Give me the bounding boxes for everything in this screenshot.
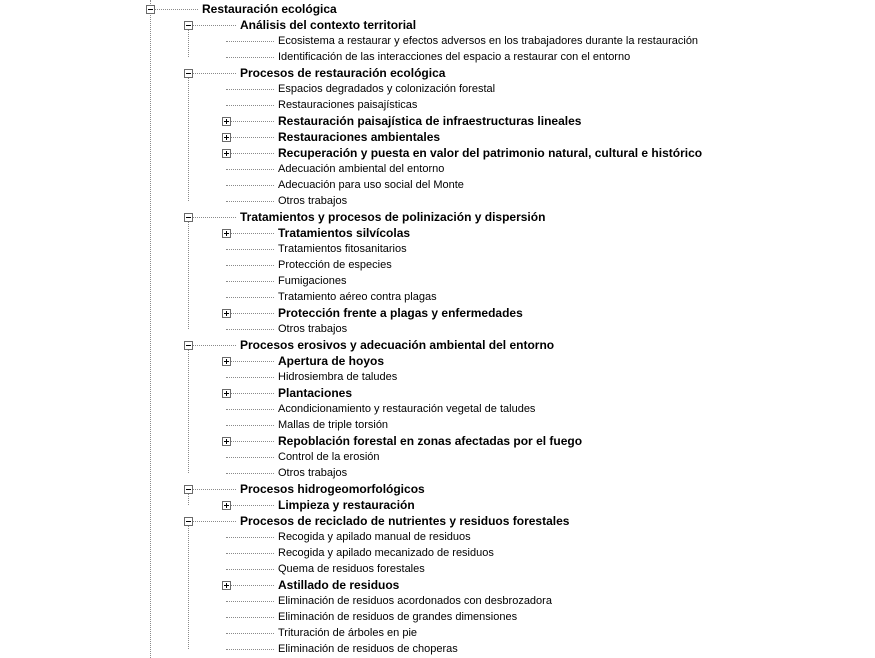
plus-bar xyxy=(226,119,227,124)
connector-line xyxy=(155,9,198,10)
tree-leaf-node[interactable] xyxy=(0,529,875,545)
connector-line xyxy=(231,137,274,138)
tree-item-label-recogida-y-apilado-manual-de-residuos[interactable]: Recogida y apilado manual de residuos xyxy=(278,531,471,543)
tree-item-label-apertura-de-hoyos[interactable]: Apertura de hoyos xyxy=(278,354,385,368)
tree-leaf-node[interactable] xyxy=(0,145,875,161)
tree-leaf-node[interactable] xyxy=(0,161,875,177)
collapse-toggle-icon[interactable] xyxy=(184,213,193,222)
tree-leaf-node[interactable] xyxy=(0,417,875,433)
tree-leaf-node[interactable] xyxy=(0,305,875,321)
connector-line xyxy=(226,473,274,474)
tree-item-label-plantaciones[interactable]: Plantaciones xyxy=(278,386,353,400)
connector-line xyxy=(231,233,274,234)
connector-line xyxy=(231,313,274,314)
tree-leaf-node[interactable] xyxy=(0,625,875,641)
tree-item-label-restauracion-ecologica[interactable]: Restauración ecológica xyxy=(202,2,337,16)
expand-toggle-icon[interactable] xyxy=(222,501,231,510)
connector-line xyxy=(193,345,236,346)
tree-leaf-node[interactable] xyxy=(0,465,875,481)
plus-bar xyxy=(226,391,227,396)
tree-leaf-node[interactable] xyxy=(0,641,875,657)
tree-leaf-node[interactable] xyxy=(0,561,875,577)
plus-bar xyxy=(226,231,227,236)
expand-toggle-icon[interactable] xyxy=(222,229,231,238)
tree-item-label-adecuacion-para-uso-social-del-monte[interactable]: Adecuación para uso social del Monte xyxy=(278,179,464,191)
tree-item-label-restauraciones-ambientales[interactable]: Restauraciones ambientales xyxy=(278,130,441,144)
tree-item-label-procesos-hidrogeomorfologicos[interactable]: Procesos hidrogeomorfológicos xyxy=(240,482,425,496)
connector-line xyxy=(231,153,274,154)
tree-leaf-node[interactable] xyxy=(0,33,875,49)
tree-leaf-node[interactable] xyxy=(0,433,875,449)
tree-item-label-proteccion-de-especies[interactable]: Protección de especies xyxy=(278,259,392,271)
plus-bar xyxy=(226,311,227,316)
tree-leaf-node[interactable] xyxy=(0,369,875,385)
connector-line xyxy=(226,89,274,90)
tree-item-label-otros-trabajos[interactable]: Otros trabajos xyxy=(278,195,348,207)
tree-leaf-node[interactable] xyxy=(0,225,875,241)
connector-line xyxy=(226,185,274,186)
connector-line xyxy=(193,73,236,74)
minus-bar xyxy=(186,521,191,522)
expand-toggle-icon[interactable] xyxy=(222,581,231,590)
connector-line xyxy=(193,521,236,522)
tree-leaf-node[interactable] xyxy=(0,97,875,113)
connector-line xyxy=(226,249,274,250)
expand-toggle-icon[interactable] xyxy=(222,309,231,318)
tree-item-label-espacios-degradados-y-colonizacion-fores[interactable]: Espacios degradados y colonización forestal xyxy=(278,83,496,95)
tree-item-label-tratamiento-aereo-contra-plagas[interactable]: Tratamiento aéreo contra plagas xyxy=(278,291,437,303)
tree-item-label-restauracion-paisajistica-de-infraestruc[interactable]: Restauración paisajística de infraestructuras lineales xyxy=(278,114,582,128)
connector-line xyxy=(226,297,274,298)
connector-line xyxy=(231,361,274,362)
tree-item-label-procesos-erosivos-y-adecuacion-ambiental[interactable]: Procesos erosivos y adecuación ambiental del entorno xyxy=(240,338,555,352)
tree-leaf-node[interactable] xyxy=(0,129,875,145)
connector-line xyxy=(193,25,236,26)
collapse-toggle-icon[interactable] xyxy=(184,485,193,494)
tree-item-label-tratamientos-fitosanitarios[interactable]: Tratamientos fitosanitarios xyxy=(278,243,407,255)
tree-leaf-node[interactable] xyxy=(0,289,875,305)
tree-leaf-node[interactable] xyxy=(0,81,875,97)
tree-group-node[interactable] xyxy=(0,513,875,529)
tree-item-label-tratamientos-silvicolas[interactable]: Tratamientos silvícolas xyxy=(278,226,411,240)
plus-bar xyxy=(226,439,227,444)
expand-toggle-icon[interactable] xyxy=(222,389,231,398)
tree-group-node[interactable] xyxy=(0,17,875,33)
tree-item-label-fumigaciones[interactable]: Fumigaciones xyxy=(278,275,347,287)
connector-line xyxy=(193,489,236,490)
tree-leaf-node[interactable] xyxy=(0,385,875,401)
tree-item-label-recogida-y-apilado-mecanizado-de-residuo[interactable]: Recogida y apilado mecanizado de residuos xyxy=(278,547,494,559)
tree-leaf-node[interactable] xyxy=(0,609,875,625)
plus-bar xyxy=(226,359,227,364)
expand-toggle-icon[interactable] xyxy=(222,437,231,446)
tree-group-node[interactable] xyxy=(0,337,875,353)
tree-leaf-node[interactable] xyxy=(0,241,875,257)
tree-item-label-restauraciones-paisajisticas[interactable]: Restauraciones paisajísticas xyxy=(278,99,418,111)
expand-toggle-icon[interactable] xyxy=(222,357,231,366)
tree-item-label-procesos-de-reciclado-de-nutrientes-y-re[interactable]: Procesos de reciclado de nutrientes y residuos forestales xyxy=(240,514,570,528)
tree-leaf-node[interactable] xyxy=(0,577,875,593)
connector-line xyxy=(231,121,274,122)
tree-item-label-procesos-de-restauracion-ecologica[interactable]: Procesos de restauración ecológica xyxy=(240,66,446,80)
connector-line xyxy=(226,57,274,58)
connector-line xyxy=(226,569,274,570)
plus-bar xyxy=(226,583,227,588)
connector-line xyxy=(226,41,274,42)
connector-line xyxy=(226,281,274,282)
tree-item-label-adecuacion-ambiental-del-entorno[interactable]: Adecuación ambiental del entorno xyxy=(278,163,445,175)
tree-root-node[interactable] xyxy=(0,1,875,17)
collapse-toggle-icon[interactable] xyxy=(184,69,193,78)
tree-item-label-tratamientos-y-procesos-de-polinizacion-[interactable]: Tratamientos y procesos de polinización y dispersión xyxy=(240,210,546,224)
tree-item-label-control-de-la-erosion[interactable]: Control de la erosión xyxy=(278,451,380,463)
connector-line xyxy=(226,169,274,170)
collapse-toggle-icon[interactable] xyxy=(146,5,155,14)
collapse-toggle-icon[interactable] xyxy=(184,21,193,30)
tree-group-node[interactable] xyxy=(0,65,875,81)
plus-bar xyxy=(226,503,227,508)
collapse-toggle-icon[interactable] xyxy=(184,341,193,350)
expand-toggle-icon[interactable] xyxy=(222,117,231,126)
connector-line xyxy=(226,329,274,330)
connector-line xyxy=(226,537,274,538)
tree-group-node[interactable] xyxy=(0,209,875,225)
connector-line xyxy=(226,649,274,650)
connector-line xyxy=(226,409,274,410)
tree-leaf-node[interactable] xyxy=(0,49,875,65)
connector-line xyxy=(226,633,274,634)
connector-line xyxy=(226,201,274,202)
tree-leaf-node[interactable] xyxy=(0,321,875,337)
connector-line xyxy=(231,441,274,442)
connector-line xyxy=(226,377,274,378)
minus-bar xyxy=(186,73,191,74)
tree-group-node[interactable] xyxy=(0,481,875,497)
tree-item-label-analisis-del-contexto-territorial[interactable]: Análisis del contexto territorial xyxy=(240,18,417,32)
tree-item-label-otros-trabajos[interactable]: Otros trabajos xyxy=(278,323,348,335)
tree-item-label-astillado-de-residuos[interactable]: Astillado de residuos xyxy=(278,578,400,592)
expand-toggle-icon[interactable] xyxy=(222,133,231,142)
connector-line xyxy=(231,585,274,586)
tree-leaf-node[interactable] xyxy=(0,273,875,289)
tree-item-label-ecosistema-a-restaurar-y-efectos-adverso[interactable]: Ecosistema a restaurar y efectos adversos en los trabajadores durante la restauración xyxy=(278,35,699,47)
tree-item-label-limpieza-y-restauracion[interactable]: Limpieza y restauración xyxy=(278,498,415,512)
minus-bar xyxy=(148,9,153,10)
tree-item-label-repoblacion-forestal-en-zonas-afectadas-[interactable]: Repoblación forestal en zonas afectadas por el fuego xyxy=(278,434,583,448)
tree-item-label-acondicionamiento-y-restauracion-vegetal[interactable]: Acondicionamiento y restauración vegetal de taludes xyxy=(278,403,536,415)
connector-line xyxy=(226,601,274,602)
tree-leaf-node[interactable] xyxy=(0,177,875,193)
plus-bar xyxy=(226,135,227,140)
connector-line xyxy=(226,457,274,458)
minus-bar xyxy=(186,345,191,346)
tree-item-label-eliminacion-de-residuos-de-grandes-dimen[interactable]: Eliminación de residuos de grandes dimensiones xyxy=(278,611,518,623)
connector-line xyxy=(231,505,274,506)
minus-bar xyxy=(186,217,191,218)
tree-item-label-trituracion-de-arboles-en-pie[interactable]: Trituración de árboles en pie xyxy=(278,627,418,639)
connector-line xyxy=(226,617,274,618)
tree-item-label-eliminacion-de-residuos-acordonados-con-[interactable]: Eliminación de residuos acordonados con desbrozadora xyxy=(278,595,552,607)
tree-item-label-identificacion-de-las-interacciones-del-[interactable]: Identificación de las interacciones del espacio a restaurar con el entorno xyxy=(278,51,631,63)
connector-line xyxy=(226,105,274,106)
connector-line xyxy=(226,265,274,266)
tree-item-label-recuperacion-y-puesta-en-valor-del-patri[interactable]: Recuperación y puesta en valor del patrimonio natural, cultural e histórico xyxy=(278,146,703,160)
connector-line xyxy=(226,425,274,426)
tree-item-label-proteccion-frente-a-plagas-y-enfermedade[interactable]: Protección frente a plagas y enfermedades xyxy=(278,306,523,320)
tree-item-label-eliminacion-de-residuos-de-choperas[interactable]: Eliminación de residuos de choperas xyxy=(278,643,458,655)
tree-leaf-node[interactable] xyxy=(0,257,875,273)
connector-line xyxy=(231,393,274,394)
tree-leaf-node[interactable] xyxy=(0,593,875,609)
tree-leaf-node[interactable] xyxy=(0,353,875,369)
tree-item-label-quema-de-residuos-forestales[interactable]: Quema de residuos forestales xyxy=(278,563,425,575)
connector-line xyxy=(193,217,236,218)
tree-item-label-hidrosiembra-de-taludes[interactable]: Hidrosiembra de taludes xyxy=(278,371,398,383)
tree-item-label-otros-trabajos[interactable]: Otros trabajos xyxy=(278,467,348,479)
tree-leaf-node[interactable] xyxy=(0,401,875,417)
tree-leaf-node[interactable] xyxy=(0,497,875,513)
expand-toggle-icon[interactable] xyxy=(222,149,231,158)
minus-bar xyxy=(186,25,191,26)
plus-bar xyxy=(226,151,227,156)
collapse-toggle-icon[interactable] xyxy=(184,517,193,526)
tree-leaf-node[interactable] xyxy=(0,193,875,209)
minus-bar xyxy=(186,489,191,490)
tree-leaf-node[interactable] xyxy=(0,113,875,129)
tree-item-label-mallas-de-triple-torsion[interactable]: Mallas de triple torsión xyxy=(278,419,389,431)
connector-line xyxy=(226,553,274,554)
tree-leaf-node[interactable] xyxy=(0,449,875,465)
tree-leaf-node[interactable] xyxy=(0,545,875,561)
